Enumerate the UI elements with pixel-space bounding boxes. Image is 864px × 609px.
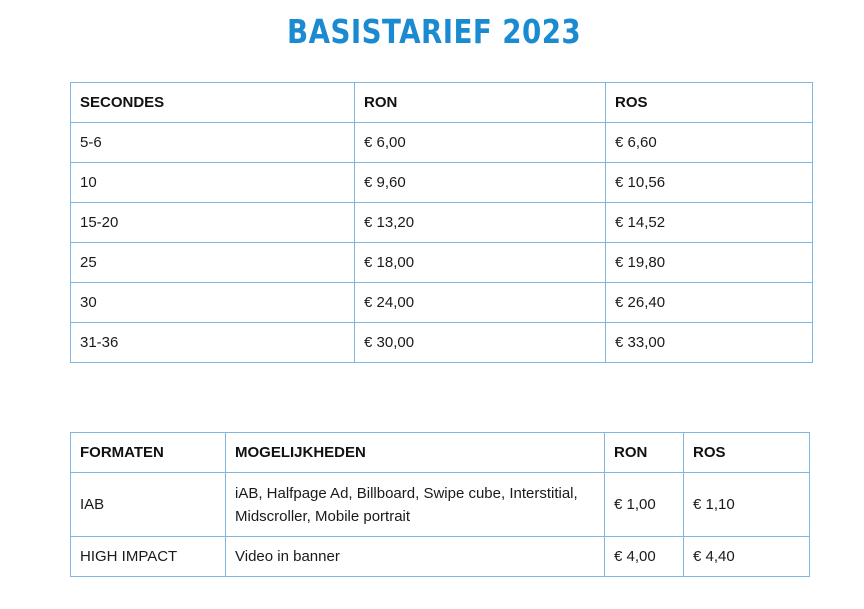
table-header-row bbox=[71, 83, 813, 123]
header-options: MOGELIJKHEDEN bbox=[226, 433, 605, 473]
cell-seconds: 25 bbox=[71, 243, 355, 283]
cell-ros: € 26,40 bbox=[606, 283, 813, 323]
cell-ros: € 14,52 bbox=[606, 203, 813, 243]
cell-ros: € 10,56 bbox=[606, 163, 813, 203]
cell-options: Video in banner bbox=[226, 537, 605, 577]
cell-format: HIGH IMPACT bbox=[71, 537, 226, 577]
table-row bbox=[71, 163, 813, 203]
cell-ron: € 4,00 bbox=[605, 537, 684, 577]
formats-table bbox=[70, 432, 810, 577]
rates-table bbox=[70, 82, 813, 363]
cell-ron: € 30,00 bbox=[355, 323, 606, 363]
cell-ron: € 1,00 bbox=[605, 473, 684, 537]
cell-options: iAB, Halfpage Ad, Billboard, Swipe cube, Interstitial, Midscroller, Mobile portrait bbox=[226, 473, 605, 537]
cell-seconds: 30 bbox=[71, 283, 355, 323]
cell-ron: € 13,20 bbox=[355, 203, 606, 243]
table-row bbox=[71, 243, 813, 283]
cell-ros: € 6,60 bbox=[606, 123, 813, 163]
header-seconds: SECONDES bbox=[71, 83, 355, 123]
page-title: BASISTARIEF 2023 bbox=[287, 12, 582, 51]
cell-ron: € 9,60 bbox=[355, 163, 606, 203]
cell-ron: € 24,00 bbox=[355, 283, 606, 323]
cell-ron: € 18,00 bbox=[355, 243, 606, 283]
cell-format: IAB bbox=[71, 473, 226, 537]
cell-seconds: 5-6 bbox=[71, 123, 355, 163]
cell-ros: € 19,80 bbox=[606, 243, 813, 283]
table-row bbox=[71, 203, 813, 243]
cell-seconds: 15-20 bbox=[71, 203, 355, 243]
table-row bbox=[71, 473, 810, 537]
cell-ros: € 33,00 bbox=[606, 323, 813, 363]
cell-ros: € 1,10 bbox=[684, 473, 810, 537]
header-ros: ROS bbox=[684, 433, 810, 473]
table-row bbox=[71, 537, 810, 577]
header-ron: RON bbox=[605, 433, 684, 473]
table-header-row bbox=[71, 433, 810, 473]
table-row bbox=[71, 283, 813, 323]
cell-ros: € 4,40 bbox=[684, 537, 810, 577]
cell-seconds: 10 bbox=[71, 163, 355, 203]
cell-ron: € 6,00 bbox=[355, 123, 606, 163]
table-row bbox=[71, 123, 813, 163]
table-row bbox=[71, 323, 813, 363]
cell-seconds: 31-36 bbox=[71, 323, 355, 363]
header-ros: ROS bbox=[606, 83, 813, 123]
header-formats: FORMATEN bbox=[71, 433, 226, 473]
header-ron: RON bbox=[355, 83, 606, 123]
